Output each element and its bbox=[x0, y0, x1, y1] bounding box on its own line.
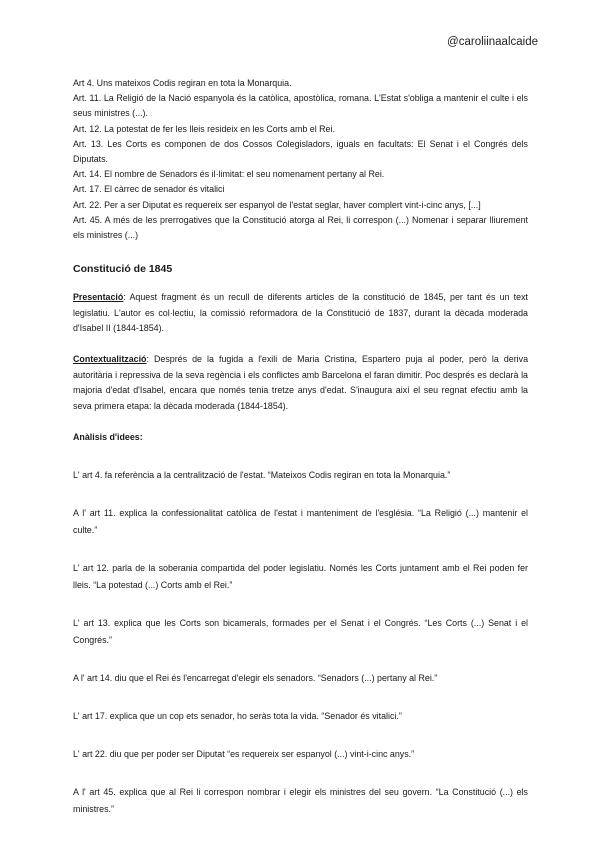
article-22: Art. 22. Per a ser Diputat es requereix ser espanyol de l'estat seglar, haver complert vint-i-cinc anys, [...] bbox=[73, 199, 481, 210]
presentacio-text: : Aquest fragment és un recull de diferents articles de la constitució de 1845, per tant és un text legislatiu. L'autor es col·lectiu, la comissió reformadora de la Constitució de 1837, durant la dècada moderada d'Isabel II (1844-1854). bbox=[73, 292, 528, 334]
article-12: Art. 12. La potestat de fer les lleis resideix en les Corts amb el Rei. bbox=[73, 123, 335, 134]
article-13: Art. 13. Les Corts es componen de dos Cossos Colegisladors, iguals en facultats: El Senat i el Congrés dels Diputats. bbox=[73, 138, 528, 165]
analysis-art-11: A l' art 11. explica la confessionalitat catòlica de l'estat i manteniment de l'església. “La Religió (...) mantenir el culte.” bbox=[73, 508, 528, 536]
contextualitzacio-label: Contextualització bbox=[73, 354, 147, 365]
analysis-art-13: L' art 13. explica que les Corts son bicamerals, formades per el Senat i el Congrés. “Les Corts (...) Senat i el Congrés.” bbox=[73, 618, 528, 646]
analysis-art-4: L' art 4. fa referència a la centralització de l'estat. “Mateixos Codis regiran en tota la Monarquia.” bbox=[73, 470, 451, 481]
contextualitzacio-text: : Després de la fugida a l'exili de Maria Cristina, Espartero puja al poder, però la deriva autoritària i repressiva de la seva regència i els conflictes amb Barcelona el faran dimitir. Poc després es declarà la majoria d'edat d'Isabel, encara que només tenia tretze anys d'edat. S'inaugura així el seu regnat efectiu amb la seva primera etapa: la dècada moderada (1844-1854). bbox=[73, 354, 528, 411]
analysis-title: Anàlisis d'idees: bbox=[73, 432, 143, 443]
article-11: Art. 11. La Religió de la Nació espanyola és la catòlica, apostòlica, romana. L'Estat s'obliga a mantenir el culte i els seus ministres (...). bbox=[73, 93, 528, 119]
article-4: Art 4. Uns mateixos Codis regiran en tota la Monarquia. bbox=[73, 78, 292, 88]
analysis-art-17: L' art 17. explica que un cop ets senador, ho seràs tota la vida. “Senador és vitalici.” bbox=[73, 711, 402, 722]
presentacio-label: Presentació bbox=[73, 292, 124, 303]
article-45: Art. 45. A més de les prerrogatives que la Constitució atorga al Rei, li correspon (...) Nomenar i separar lliurement els ministres (...) bbox=[73, 214, 528, 241]
document-body bbox=[73, 76, 528, 839]
analysis-art-22: L' art 22. diu que per poder ser Diputat “es requereix ser espanyol (...) vint-i-cinc anys.” bbox=[73, 749, 415, 760]
article-14: Art. 14. El nombre de Senadors és il·limitat: el seu nomenament pertany al Rei. bbox=[73, 169, 385, 180]
article-17: Art. 17. El càrrec de senador és vitalici bbox=[73, 184, 225, 195]
presentacio-paragraph bbox=[73, 290, 528, 336]
analysis-art-14: A l' art 14. diu que el Rei és l'encarregat d'elegir els senadors. “Senadors (...) pertany al Rei.” bbox=[73, 673, 438, 684]
articles-list bbox=[73, 76, 528, 243]
section-title: Constitució de 1845 bbox=[73, 263, 173, 276]
contextualitzacio-paragraph bbox=[73, 352, 528, 414]
analysis-art-12: L' art 12. parla de la soberania compartida del poder legislatiu. Només les Corts juntament amb el Rei poden fer lleis. “La potestad (...) Corts amb el Rei.” bbox=[73, 563, 528, 591]
author-handle: @caroliinaalcaide bbox=[447, 36, 538, 48]
analysis-art-45: A l' art 45. explica que al Rei li correspon nombrar i elegir els ministres del seu govern. “La Constitució (...) els ministres.” bbox=[73, 787, 528, 815]
analysis-list bbox=[73, 467, 528, 818]
